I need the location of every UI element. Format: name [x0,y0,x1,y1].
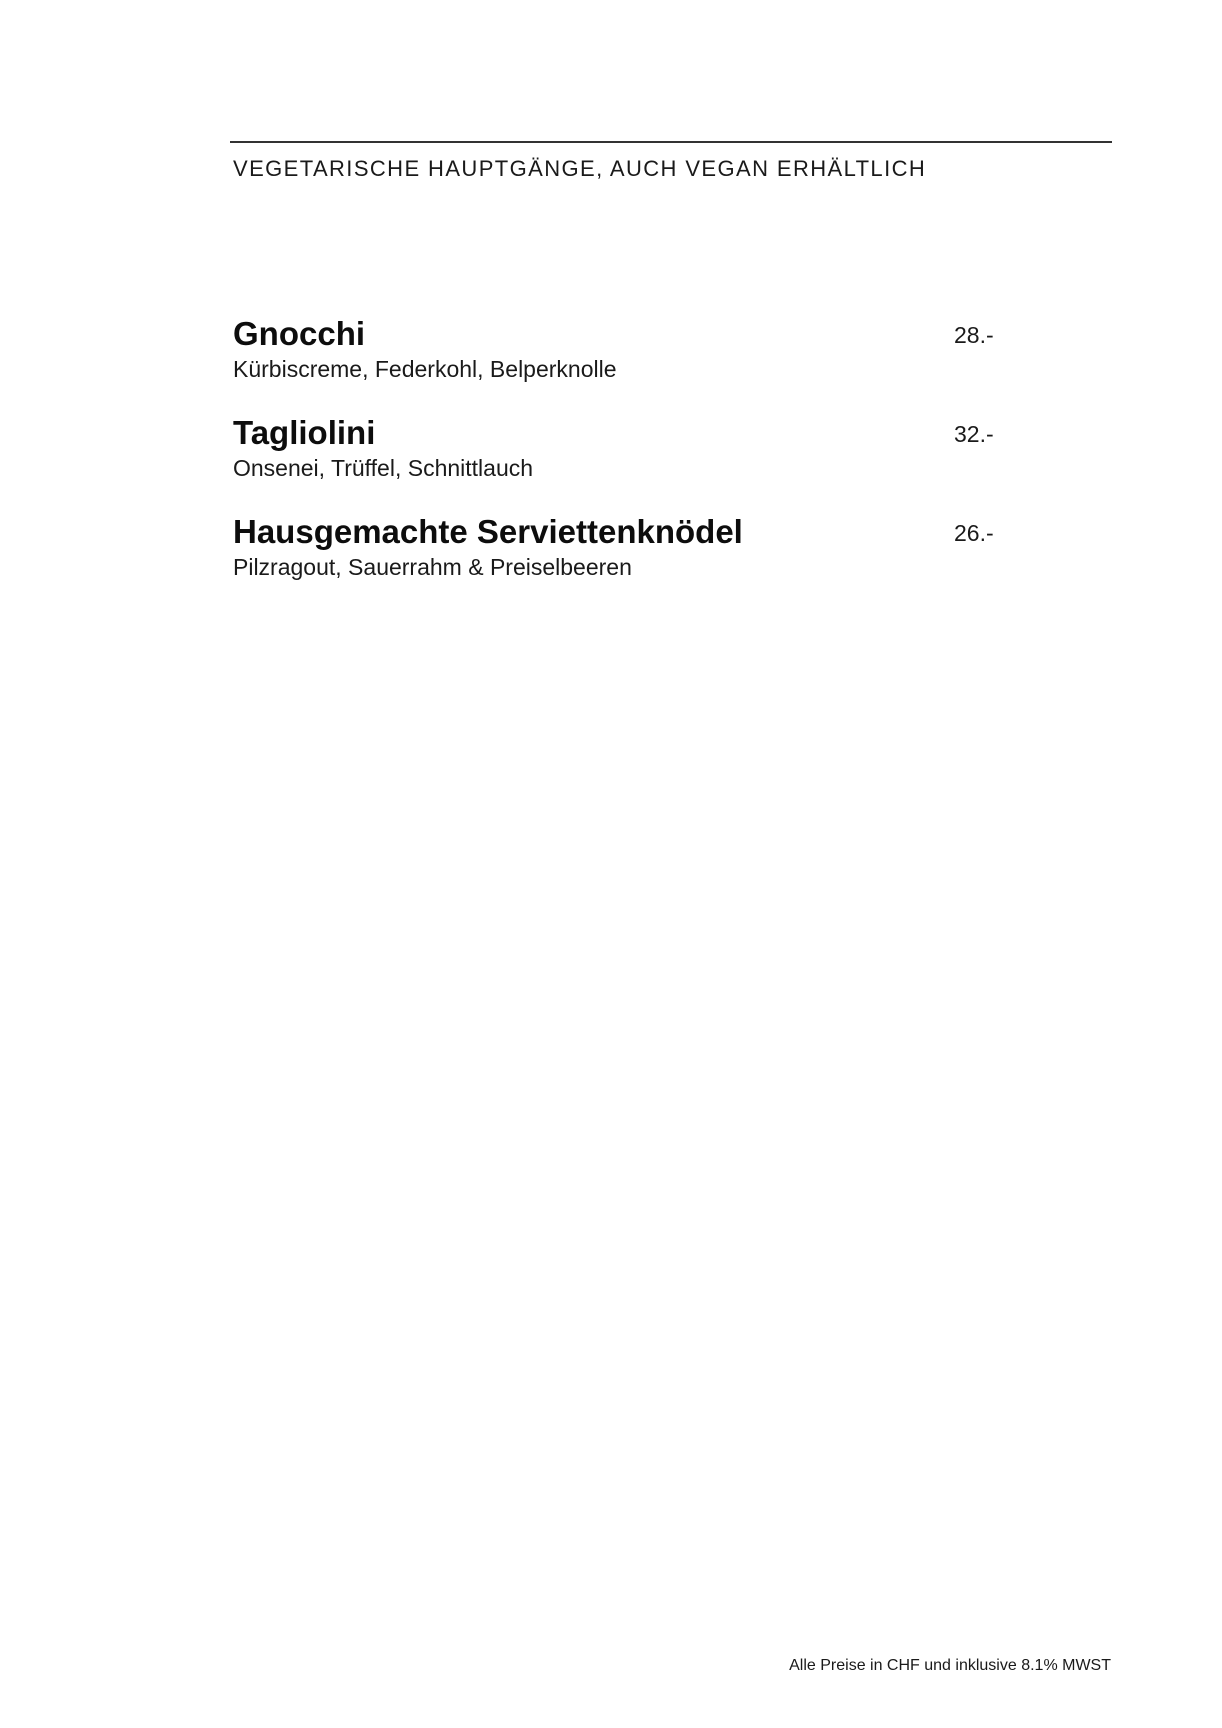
price-footnote: Alle Preise in CHF und inklusive 8.1% MWST [789,1657,1111,1674]
section-divider [230,141,1112,143]
dish-name: Tagliolini [233,414,376,451]
menu-item-serviettenknoedel [233,512,1003,582]
menu-item-gnocchi [233,314,1003,384]
dish-name: Hausgemachte Serviettenknödel [233,513,743,550]
dish-description: Onsenei, Trüffel, Schnittlauch [233,455,534,481]
dish-description: Pilzragout, Sauerrahm & Preiselbeeren [233,554,632,580]
dish-name: Gnocchi [233,315,366,352]
dish-price: 28.- [954,322,994,348]
dish-description: Kürbiscreme, Federkohl, Belperknolle [233,356,617,382]
dish-price: 26.- [954,520,994,546]
menu-item-tagliolini [233,413,1003,483]
dish-price: 32.- [954,421,994,447]
section-title: VEGETARISCHE HAUPTGÄNGE, AUCH VEGAN ERHÄLTLICH [233,156,927,181]
